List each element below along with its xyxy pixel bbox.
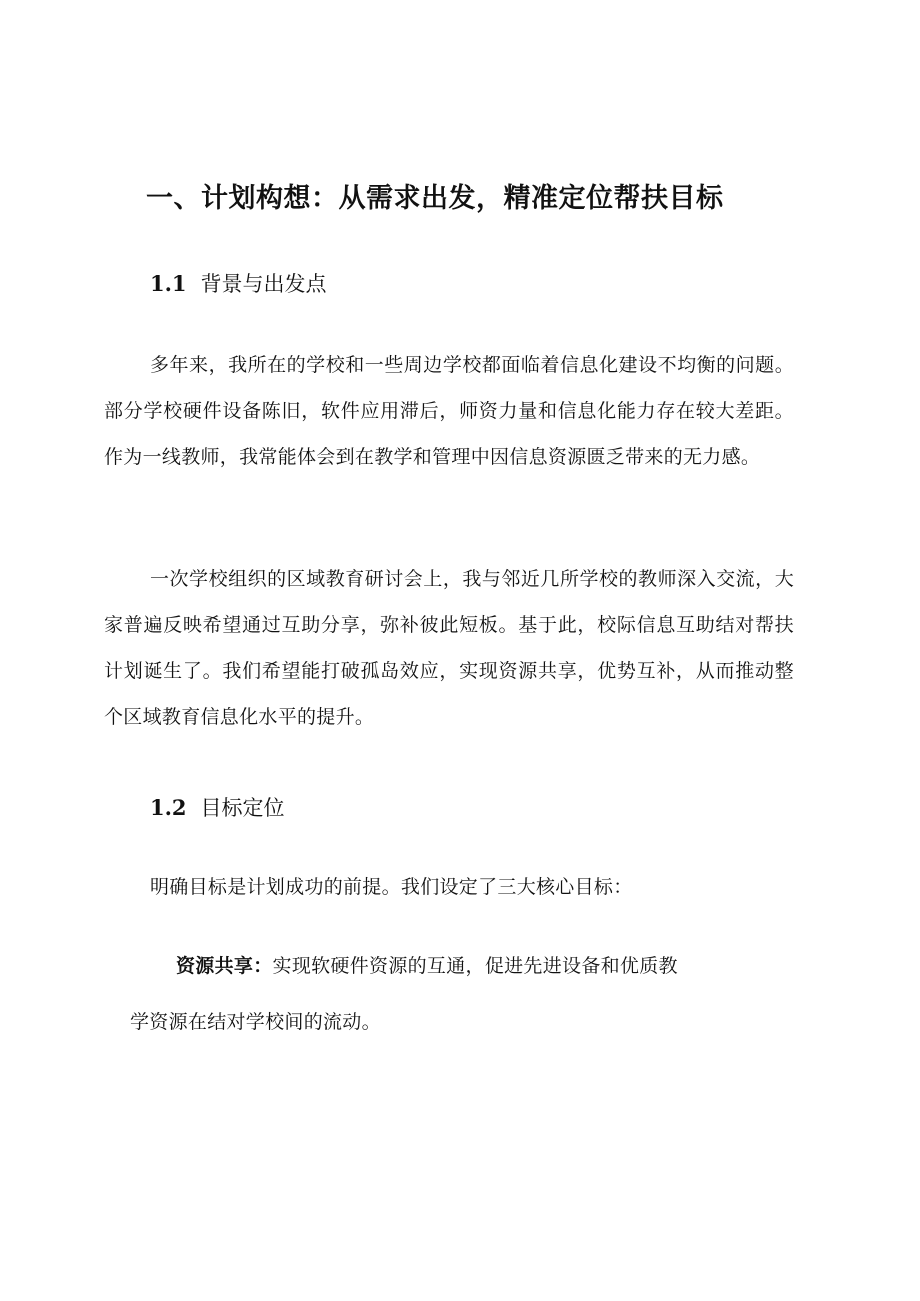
chapter-heading: 一、计划构想：从需求出发，精准定位帮扶目标 <box>146 183 724 214</box>
goal-text-line2: 学资源在结对学校间的流动。 <box>130 1011 381 1033</box>
goal-term: 资源共享： <box>176 955 273 977</box>
paragraph-background: 多年来，我所在的学校和一些周边学校都面临着信息化建设不均衡的问题。部分学校硬件设备陈旧，软件应用滞后，师资力量和信息化能力存在较大差距。作为一线教师，我常能体会到在教学和管理中因信息资源匮乏带来的无力感。 <box>104 354 794 468</box>
paragraph-goals-intro: 明确目标是计划成功的前提。我们设定了三大核心目标： <box>150 876 633 898</box>
section-title: 背景与出发点 <box>200 272 327 296</box>
section-heading-1-2 <box>150 792 285 822</box>
section-number: 1.1 <box>150 271 187 296</box>
goal-item-resource-sharing <box>104 938 804 1050</box>
paragraph-origin: 一次学校组织的区域教育研讨会上，我与邻近几所学校的教师深入交流，大家普遍反映希望通过互助分享，弥补彼此短板。基于此，校际信息互助结对帮扶计划诞生了。我们希望能打破孤岛效应，实现资源共享，优势互补，从而推动整个区域教育信息化水平的提升。 <box>104 568 794 728</box>
section-heading-1-1 <box>150 268 327 298</box>
section-number: 1.2 <box>150 795 187 820</box>
goal-text-line1: 实现软硬件资源的互通，促进先进设备和优质教 <box>272 955 678 977</box>
section-title: 目标定位 <box>200 796 285 820</box>
